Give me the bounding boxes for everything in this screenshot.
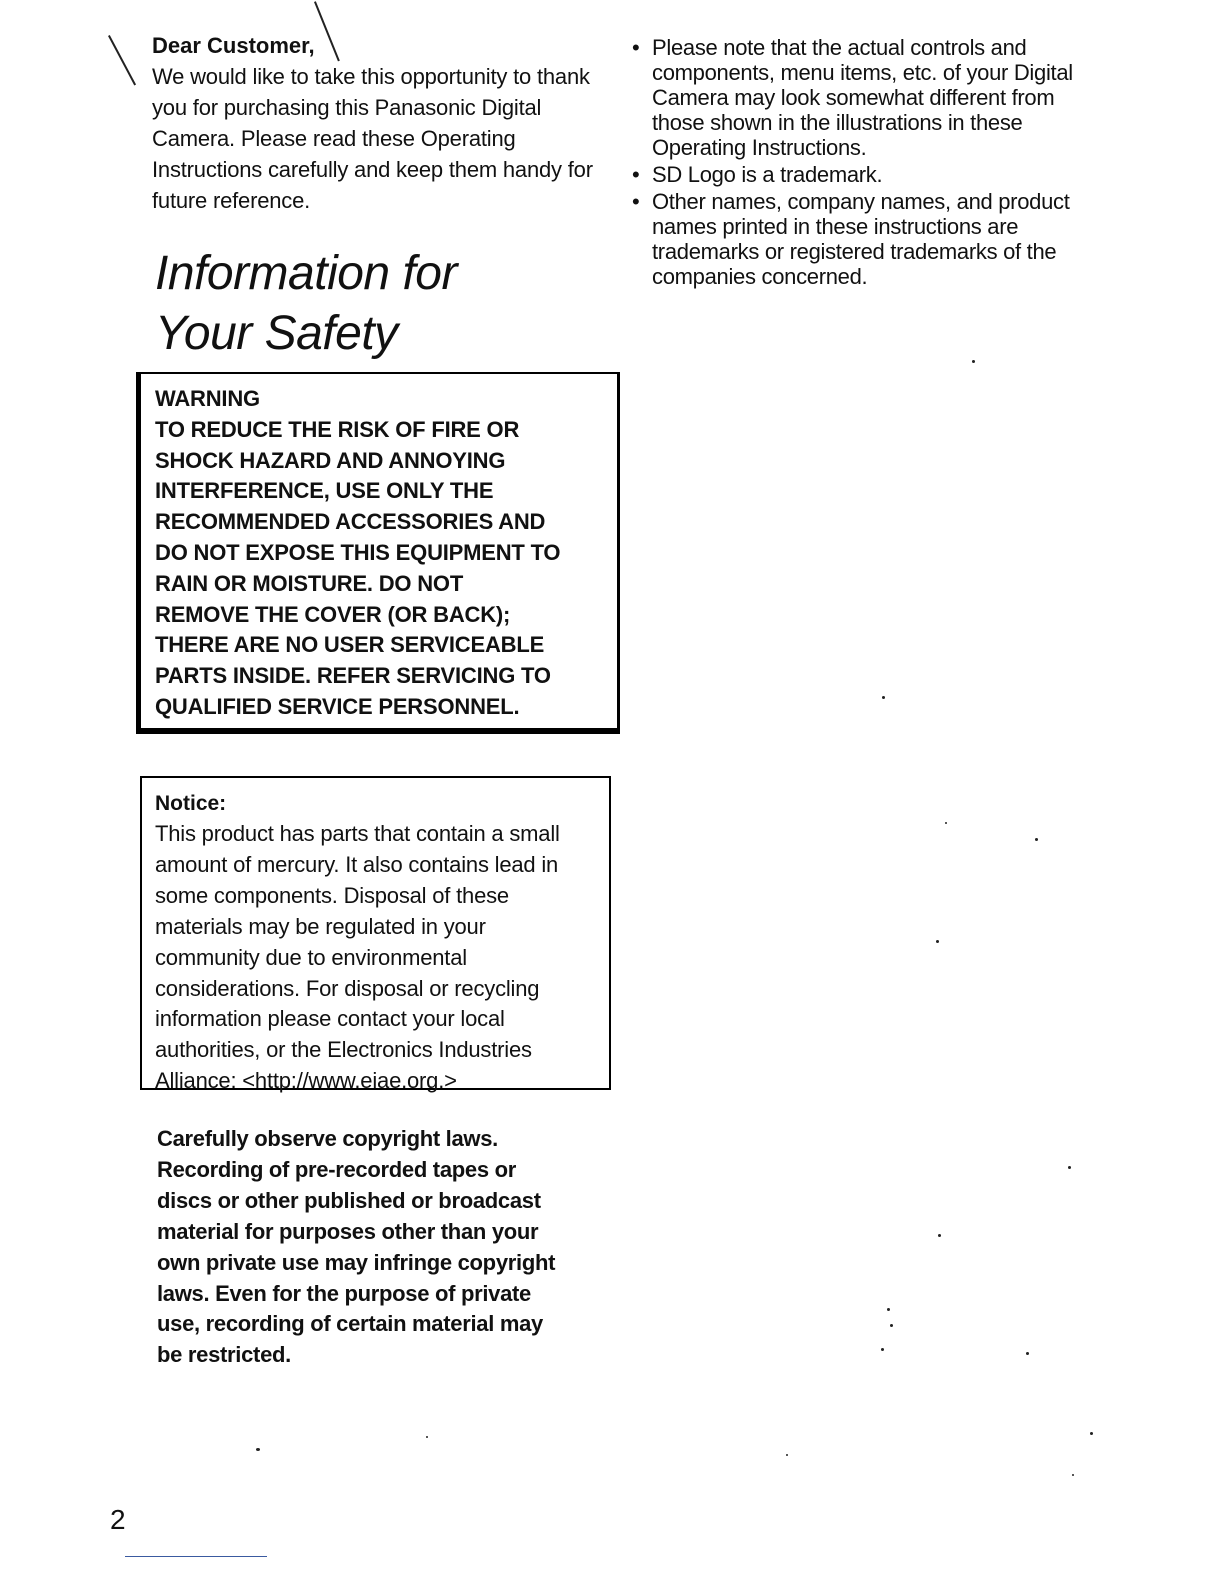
warning-line: SHOCK HAZARD AND ANNOYING xyxy=(155,447,506,473)
warning-line: DO NOT EXPOSE THIS EQUIPMENT TO xyxy=(155,539,561,565)
section-title-line2: Your Safety xyxy=(155,307,398,360)
list-item-text: Other names, company names, and product names printed in these instructions are trademarks or registered trademarks of the companies concerned. xyxy=(652,189,1070,289)
scan-speck xyxy=(1035,838,1038,841)
notice-line: information please contact your local xyxy=(155,1006,505,1032)
greeting-title: Dear Customer, xyxy=(152,33,315,58)
list-item xyxy=(632,35,1102,160)
section-title-line1: Information for xyxy=(155,247,457,300)
notice-line: considerations. For disposal or recycling xyxy=(155,975,540,1001)
scan-speck xyxy=(945,822,947,824)
warning-line: RAIN OR MOISTURE. DO NOT xyxy=(155,570,464,596)
warning-line: QUALIFIED SERVICE PERSONNEL. xyxy=(155,693,520,719)
notice-line: community due to environmental xyxy=(155,944,467,970)
footer-rule xyxy=(125,1556,267,1557)
scan-speck xyxy=(882,696,885,699)
scan-speck xyxy=(972,360,975,363)
list-item xyxy=(632,162,1102,187)
scan-stroke xyxy=(108,35,136,85)
greeting xyxy=(152,30,612,216)
bullet-icon: • xyxy=(632,162,640,187)
notice-box xyxy=(140,776,611,1094)
copyright-line: Carefully observe copyright laws. xyxy=(157,1126,498,1151)
warning-line: WARNING xyxy=(155,386,260,411)
scan-speck xyxy=(786,1454,788,1456)
notes-list xyxy=(632,35,1102,291)
notice-line: authorities, or the Electronics Industries xyxy=(155,1037,532,1063)
notice-line: amount of mercury. It also contains lead in xyxy=(155,851,559,877)
page-number: 2 xyxy=(110,1504,126,1535)
warning-line: RECOMMENDED ACCESSORIES AND xyxy=(155,509,546,535)
copyright-line: be restricted. xyxy=(157,1342,291,1368)
notice-line: Alliance: <http://www.eiae.org.> xyxy=(155,1068,457,1094)
copyright-notice xyxy=(157,1124,607,1371)
bullet-icon: • xyxy=(632,189,640,214)
warning-line: REMOVE THE COVER (OR BACK); xyxy=(155,601,511,627)
section-title xyxy=(155,244,457,364)
notice-line: This product has parts that contain a small xyxy=(155,821,560,846)
copyright-line: discs or other published or broadcast xyxy=(157,1187,541,1213)
notice-title: Notice: xyxy=(155,792,227,815)
warning-line: PARTS INSIDE. REFER SERVICING TO xyxy=(155,663,551,689)
warning-line: INTERFERENCE, USE ONLY THE xyxy=(155,478,494,504)
scan-speck xyxy=(936,940,939,943)
scan-speck xyxy=(426,1436,428,1438)
scan-speck xyxy=(1026,1352,1029,1355)
scan-speck xyxy=(1068,1166,1071,1169)
copyright-line: own private use may infringe copyright xyxy=(157,1249,556,1275)
bullet-icon: • xyxy=(632,35,640,60)
notice-line: some components. Disposal of these xyxy=(155,882,509,908)
greeting-body: We would like to take this opportunity to thank you for purchasing this Panasonic Digital Camera. Please read these Operating Instructions carefully and keep them handy for future reference. xyxy=(152,64,593,213)
warning-line: THERE ARE NO USER SERVICEABLE xyxy=(155,632,545,658)
scan-speck xyxy=(1072,1474,1074,1476)
scan-speck xyxy=(256,1448,260,1451)
list-item-text: Please note that the actual controls and components, menu items, etc. of your Digital Camera may look somewhat different from those shown in the illustrations in these Operating Instructions. xyxy=(652,35,1073,160)
scan-speck xyxy=(881,1348,884,1351)
copyright-line: use, recording of certain material may xyxy=(157,1311,543,1337)
notice-line: materials may be regulated in your xyxy=(155,913,486,939)
scan-speck xyxy=(890,1324,893,1327)
scan-speck xyxy=(1090,1432,1093,1435)
copyright-line: Recording of pre-recorded tapes or xyxy=(157,1156,516,1182)
warning-box xyxy=(136,372,620,734)
copyright-line: material for purposes other than your xyxy=(157,1218,539,1244)
warning-line: TO REDUCE THE RISK OF FIRE OR xyxy=(155,416,520,442)
list-item xyxy=(632,189,1102,289)
list-item-text: SD Logo is a trademark. xyxy=(652,162,883,187)
scan-speck xyxy=(887,1308,890,1311)
copyright-line: laws. Even for the purpose of private xyxy=(157,1280,531,1306)
scan-speck xyxy=(938,1234,941,1237)
